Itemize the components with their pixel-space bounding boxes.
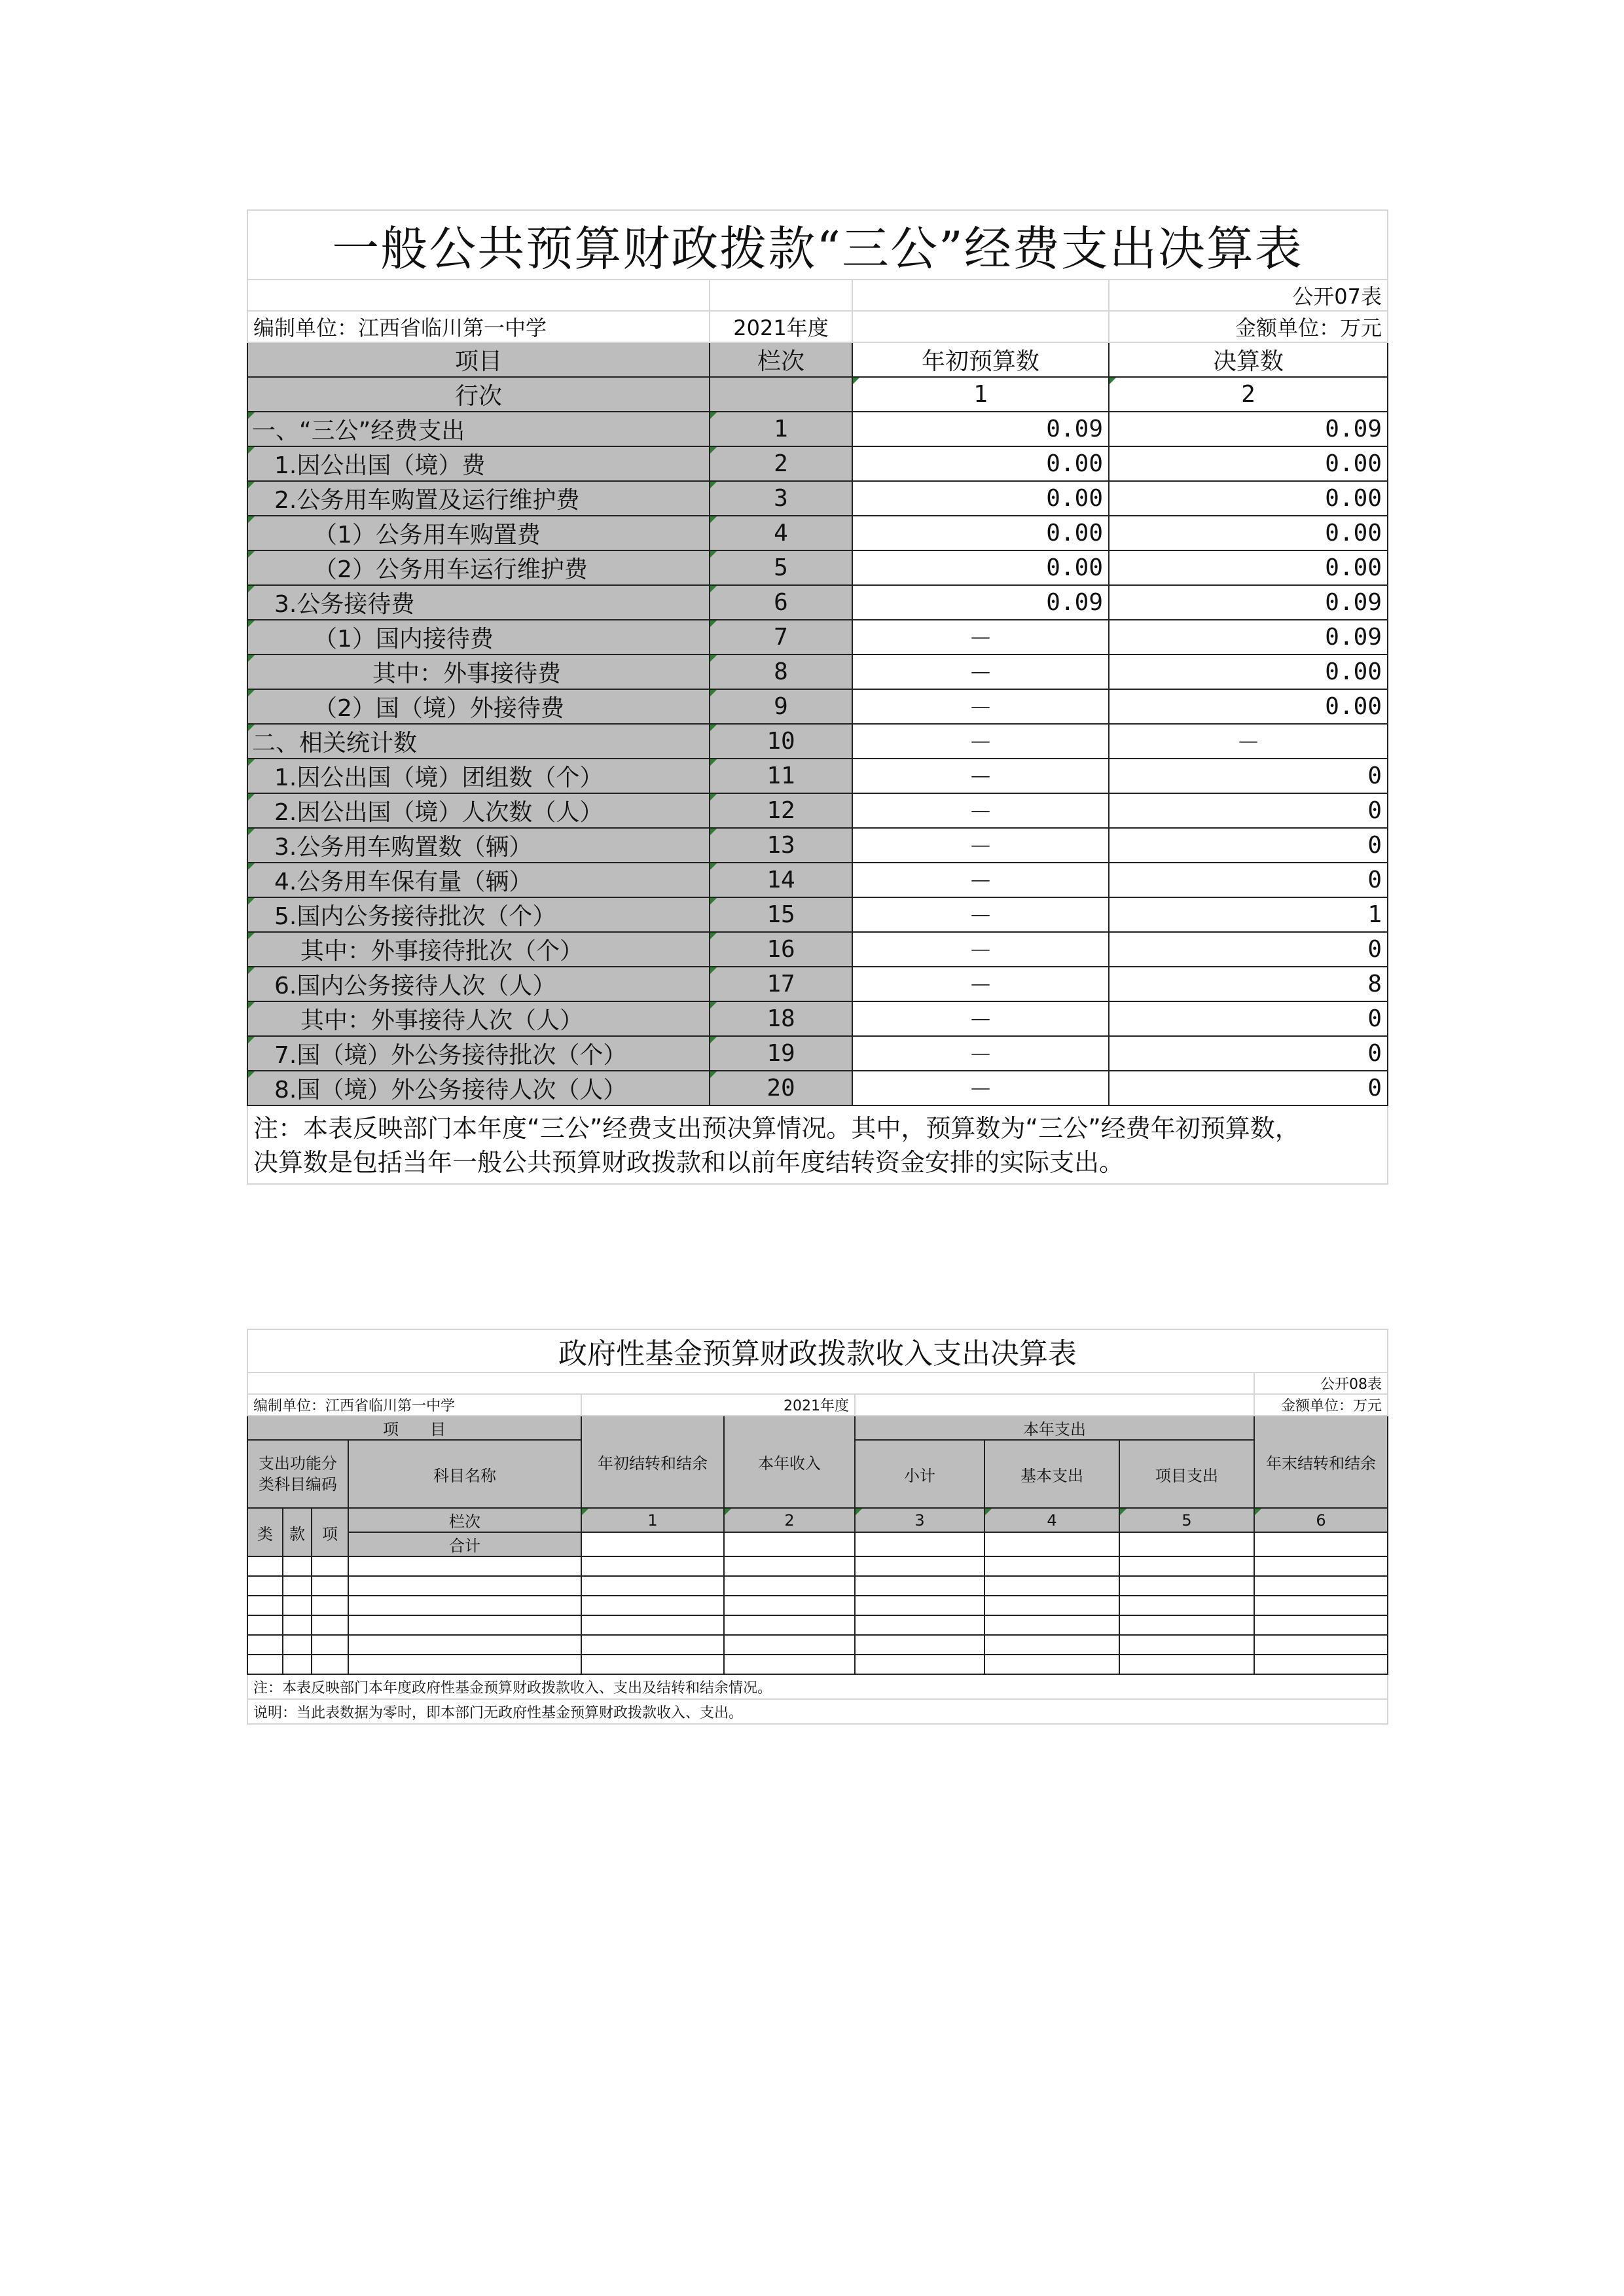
table1-year: 2021年度	[710, 311, 852, 342]
t2-header-item: 项 目	[247, 1416, 581, 1440]
table1-unit-label: 编制单位：江西省临川第一中学	[247, 311, 710, 342]
three-public-expense-table	[247, 209, 1388, 1185]
t2-header-expense: 本年支出	[855, 1416, 1254, 1440]
t2-header-lei: 类	[247, 1508, 283, 1556]
table-row: 1.因公出国（境）团组数（个） 11 － 0	[247, 759, 1388, 793]
table-row: 5.国内公务接待批次（个） 15 － 1	[247, 897, 1388, 932]
header-final: 决算数	[1109, 342, 1388, 377]
table-row: （2）国（境）外接待费 9 － 0.00	[247, 689, 1388, 724]
t2-header-code: 支出功能分类科目编码	[247, 1440, 348, 1508]
table2-note: 注：本表反映部门本年度政府性基金预算财政拨款收入、支出及结转和结余情况。	[247, 1674, 1388, 1699]
table-row: 二、相关统计数 10 － －	[247, 724, 1388, 759]
table-row: （1）国内接待费 7 － 0.09	[247, 620, 1388, 655]
table2-form-no: 公开08表	[1254, 1372, 1388, 1394]
table-row	[247, 1556, 1388, 1576]
t2-header-name: 科目名称	[348, 1440, 581, 1508]
header-budget: 年初预算数	[852, 342, 1109, 377]
table-row	[247, 1615, 1388, 1635]
table-row: 6.国内公务接待人次（人） 17 － 8	[247, 967, 1388, 1001]
t2-header-kuan: 款	[283, 1508, 312, 1556]
table-row: 1.因公出国（境）费 2 0.00 0.00	[247, 446, 1388, 481]
table-row: 2.因公出国（境）人次数（人） 12 － 0	[247, 793, 1388, 828]
table2-title: 政府性基金预算财政拨款收入支出决算表	[247, 1329, 1388, 1372]
table1-note	[247, 1105, 1388, 1184]
t2-header-subtotal: 小计	[855, 1440, 984, 1508]
table-row: 一、“三公”经费支出 1 0.09 0.09	[247, 412, 1388, 446]
row-label: 行次	[247, 377, 710, 412]
gov-fund-table	[247, 1329, 1388, 1725]
table-row	[247, 1596, 1388, 1615]
header-col: 栏次	[710, 342, 852, 377]
table2-explain: 说明：当此表数据为零时，即本部门无政府性基金预算财政拨款收入、支出。	[247, 1699, 1388, 1724]
table-row: 其中：外事接待费 8 － 0.00	[247, 655, 1388, 689]
table2-amount-unit: 金额单位：万元	[1254, 1394, 1388, 1416]
table-row: 3.公务接待费 6 0.09 0.09	[247, 585, 1388, 620]
t2-col-label: 栏次	[348, 1508, 581, 1532]
t2-col-num: 1	[581, 1508, 724, 1532]
table-row: （1）公务用车购置费 4 0.00 0.00	[247, 516, 1388, 550]
t2-header-carry-end: 年末结转和结余	[1254, 1416, 1388, 1508]
col-num-budget: 1	[852, 377, 1109, 412]
table1-title: 一般公共预算财政拨款“三公”经费支出决算表	[247, 210, 1388, 279]
table-row	[247, 1635, 1388, 1655]
table-row	[247, 1655, 1388, 1674]
col-num-final: 2	[1109, 377, 1388, 412]
t2-col-num: 3	[855, 1508, 984, 1532]
table-row: 其中：外事接待批次（个） 16 － 0	[247, 932, 1388, 967]
t2-col-num: 2	[724, 1508, 855, 1532]
table-row: 2.公务用车购置及运行维护费 3 0.00 0.00	[247, 481, 1388, 516]
table-row: 7.国（境）外公务接待批次（个） 19 － 0	[247, 1036, 1388, 1071]
t2-header-basic: 基本支出	[984, 1440, 1119, 1508]
table-row: （2）公务用车运行维护费 5 0.00 0.00	[247, 550, 1388, 585]
table2-unit-label: 编制单位：江西省临川第一中学	[247, 1394, 581, 1416]
t2-header-income: 本年收入	[724, 1416, 855, 1508]
t2-col-num: 6	[1254, 1508, 1388, 1532]
table2-year: 2021年度	[581, 1394, 855, 1416]
t2-col-num: 4	[984, 1508, 1119, 1532]
table-row	[247, 1576, 1388, 1596]
t2-header-project: 项目支出	[1119, 1440, 1254, 1508]
table1-note-line2: 决算数是包括当年一般公共预算财政拨款和以前年度结转资金安排的实际支出。	[253, 1148, 1125, 1177]
t2-header-carry-begin: 年初结转和结余	[581, 1416, 724, 1508]
header-item: 项目	[247, 342, 710, 377]
table1-form-no: 公开07表	[1109, 279, 1388, 311]
table-row: 4.公务用车保有量（辆） 14 － 0	[247, 863, 1388, 897]
table-row: 8.国（境）外公务接待人次（人） 20 － 0	[247, 1071, 1388, 1105]
t2-col-num: 5	[1119, 1508, 1254, 1532]
t2-header-xiang: 项	[312, 1508, 348, 1556]
table1-amount-unit: 金额单位：万元	[1109, 311, 1388, 342]
table-row: 3.公务用车购置数（辆） 13 － 0	[247, 828, 1388, 863]
table-row: 其中：外事接待人次（人） 18 － 0	[247, 1001, 1388, 1036]
t2-total-label: 合计	[348, 1532, 581, 1556]
table1-note-line1: 注：本表反映部门本年度“三公”经费支出预决算情况。其中，预算数为“三公”经费年初预算数，	[253, 1114, 1300, 1143]
